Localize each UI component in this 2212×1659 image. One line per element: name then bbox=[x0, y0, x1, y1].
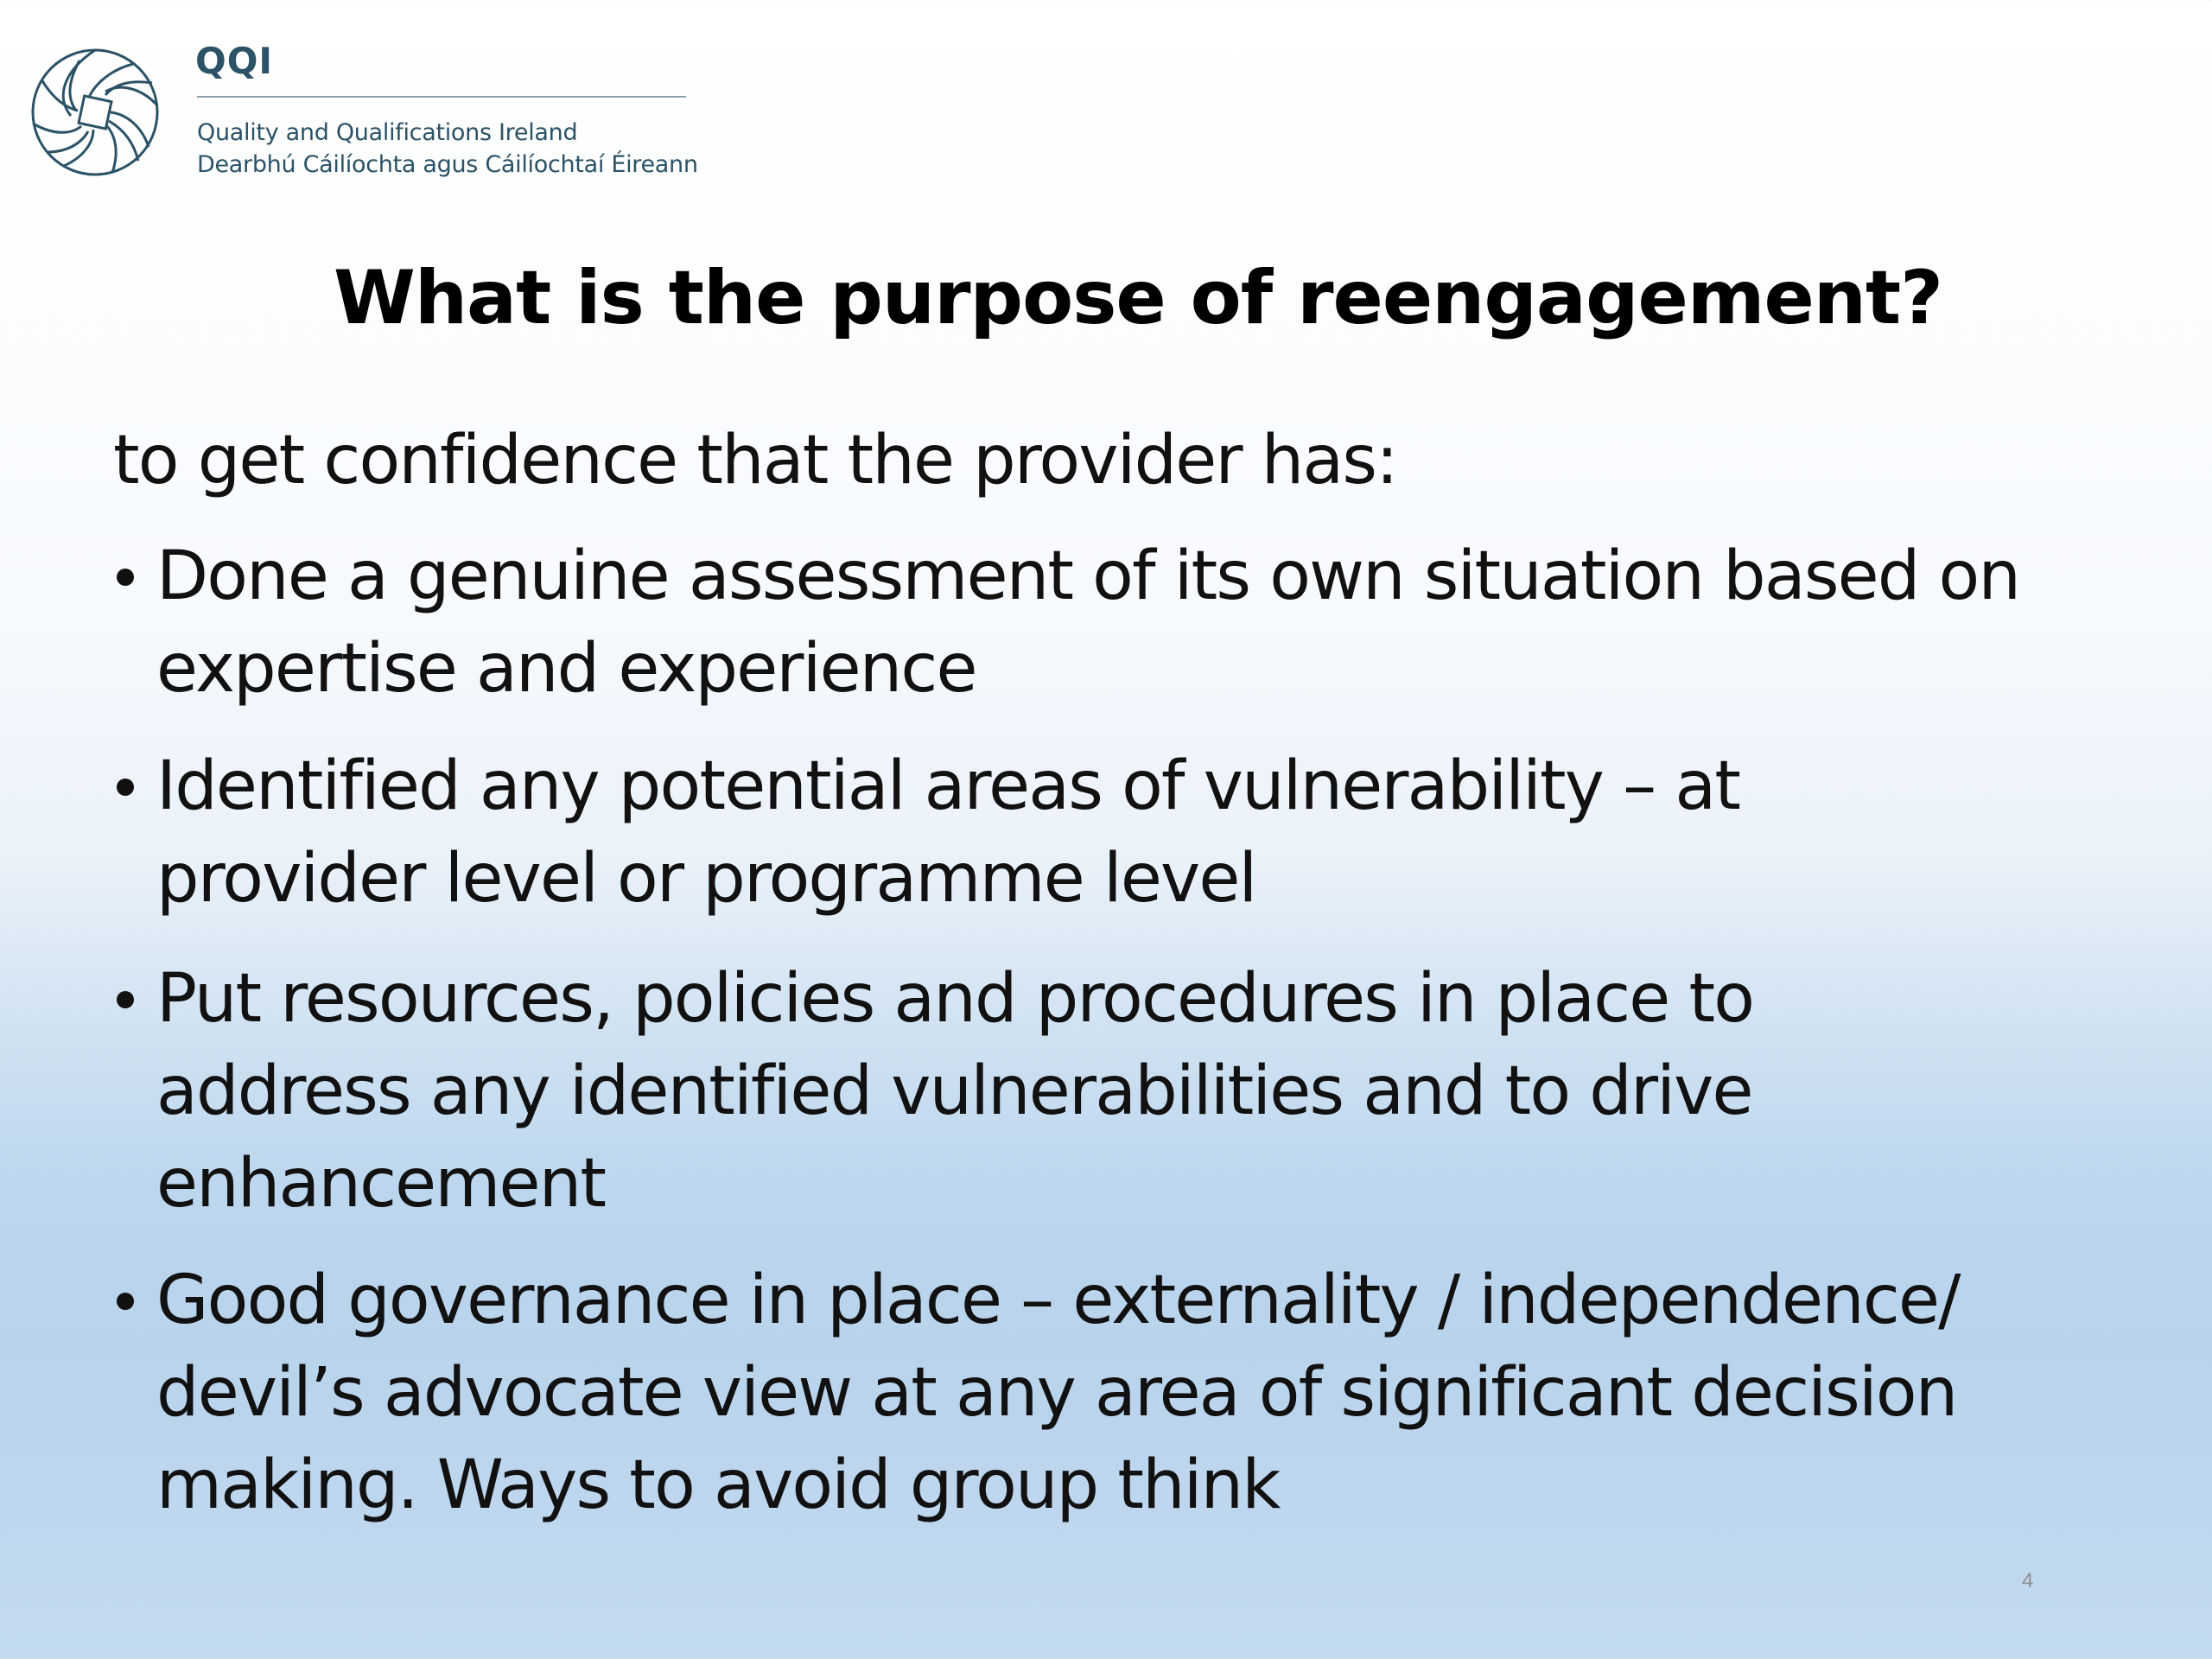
bullet-2-line-1: Identified any potential areas of vulnerability – at bbox=[156, 747, 1740, 825]
lead-text: to get confidence that the provider has: bbox=[113, 422, 1397, 499]
logo-tagline-irish: Dearbhú Cáilíochta agus Cáilíochtaí Éireann bbox=[197, 151, 698, 178]
bullet-3-line-2: address any identified vulnerabilities and to drive bbox=[156, 1052, 1752, 1130]
bullet-4-line-1: Good governance in place – externality / independence/ bbox=[156, 1262, 1960, 1339]
bullet-marker bbox=[117, 569, 134, 586]
bullet-marker bbox=[117, 779, 134, 796]
bullet-marker bbox=[117, 991, 134, 1008]
bullet-2-line-2: provider level or programme level bbox=[156, 840, 1256, 918]
slide-title: What is the purpose of reengagement? bbox=[333, 255, 1943, 341]
bullet-3-line-1: Put resources, policies and procedures in place to bbox=[156, 960, 1754, 1038]
bullet-3-line-3: enhancement bbox=[156, 1145, 606, 1223]
page-number: 4 bbox=[2022, 1569, 2034, 1592]
bullet-1-line-1: Done a genuine assessment of its own situation based on bbox=[156, 537, 2020, 615]
bullet-4-line-2: devil’s advocate view at any area of significant decision bbox=[156, 1354, 1957, 1432]
bullet-4-line-3: making. Ways to avoid group think bbox=[156, 1446, 1280, 1524]
bullet-list bbox=[113, 0, 2187, 1659]
logo-tagline-english: Quality and Qualifications Ireland bbox=[197, 119, 578, 146]
bullet-1-line-2: expertise and experience bbox=[156, 630, 976, 708]
logo-brand: QQI bbox=[195, 40, 274, 82]
bullet-marker bbox=[117, 1293, 134, 1310]
